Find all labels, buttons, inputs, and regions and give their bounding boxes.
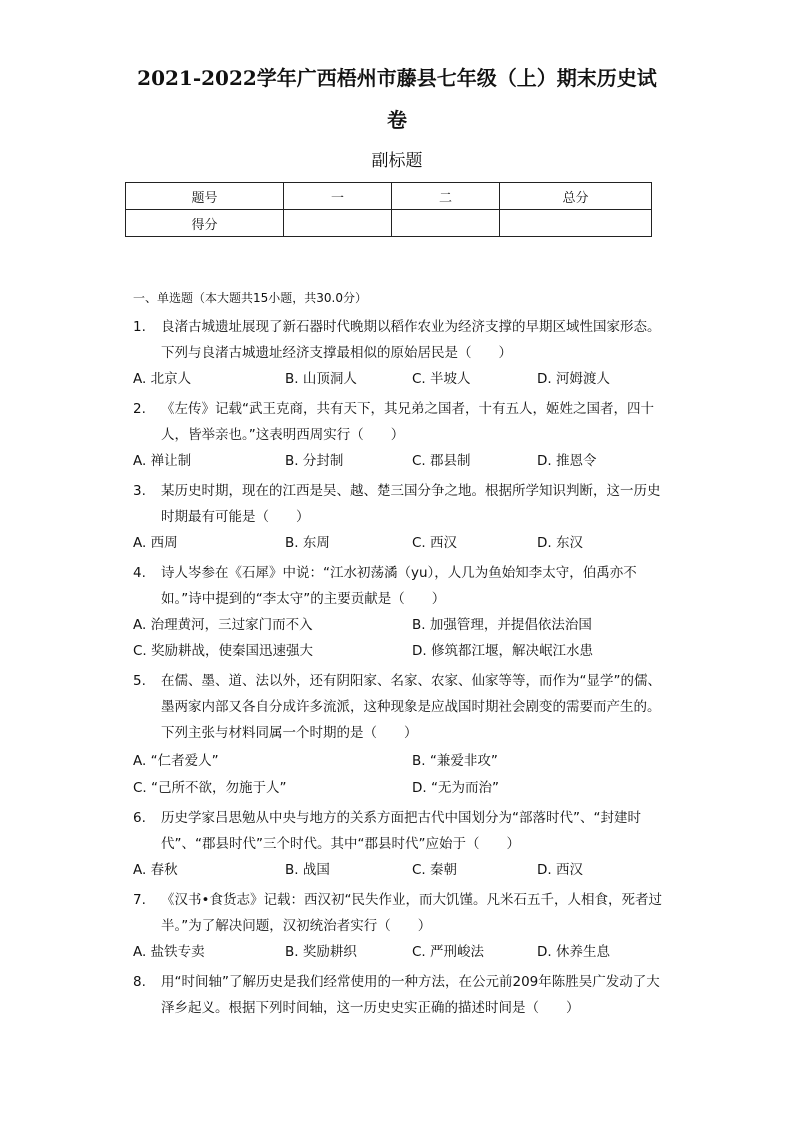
option: D. 推恩令 [537, 453, 597, 469]
question-stem: 《左传》记载“武王克商，共有天下，其兄弟之国者，十有五人，姬姓之国者，四十人，皆举亲也。”这表明西周实行（ ） [161, 401, 654, 443]
question-stem: 在儒、墨、道、法以外，还有阴阳家、名家、农家、仙家等等，而作为“显学”的儒、墨两家内部又各自分成许多流派，这种现象是应战国时期社会剧变的需要而产生的。下列主张与材料同属一个时期的是（ ） [161, 673, 661, 741]
option: C. 半坡人 [412, 371, 471, 387]
option: B. 山顶洞人 [285, 371, 357, 387]
question-options [133, 748, 673, 774]
question-options [133, 939, 673, 965]
doc-title-line-1: 2021-2022学年广西梧州市藤县七年级（上）期末历史试 [137, 66, 657, 90]
question-number: 1. [133, 319, 146, 335]
question-stem: 良渚古城遗址展现了新石器时代晚期以稻作农业为经济支撑的早期区域性国家形态。下列与良渚古城遗址经济支撑最相似的原始居民是（ ） [161, 319, 661, 361]
question-number: 8. [133, 974, 146, 990]
option: C. 秦朝 [412, 862, 458, 878]
option: C. “己所不欲，勿施于人” [133, 780, 287, 796]
question [133, 969, 673, 1021]
option: D. 西汉 [537, 862, 583, 878]
score-table [125, 182, 652, 237]
option: B. 东周 [285, 535, 330, 551]
option: D. 修筑都江堰，解决岷江水患 [412, 643, 593, 659]
question-stem: 诗人岑参在《石犀》中说：“江水初荡潏（yu），人几为鱼始知李太守，伯禹亦不如。”诗中提到的“李太守”的主要贡献是（ ） [161, 565, 637, 607]
option: C. 奖励耕战，使秦国迅速强大 [133, 643, 314, 659]
option: B. 奖励耕织 [285, 944, 357, 960]
question-options [133, 857, 673, 883]
option: A. 春秋 [133, 862, 178, 878]
question-options [133, 366, 673, 392]
question-number: 4. [133, 565, 146, 581]
option: A. 西周 [133, 535, 178, 551]
option: A. “仁者爱人” [133, 753, 219, 769]
score-header-cell: 题号 [126, 183, 284, 210]
question-options [133, 638, 673, 664]
score-header-cell: 二 [392, 183, 500, 210]
option: C. 郡县制 [412, 453, 471, 469]
question-options [133, 775, 673, 801]
score-cell [284, 210, 392, 237]
question [133, 668, 673, 746]
option: C. 西汉 [412, 535, 458, 551]
score-cell [500, 210, 652, 237]
section-heading: 一、单选题（本大题共15小题，共30.0分） [133, 291, 367, 305]
option: D. 休养生息 [537, 944, 610, 960]
question [133, 314, 673, 366]
question-stem: 用“时间轴”了解历史是我们经常使用的一种方法，在公元前209年陈胜吴广发动了大泽乡起义。根据下列时间轴，这一历史史实正确的描述时间是（ ） [161, 974, 660, 1016]
question-stem: 《汉书•食货志》记载：西汉初“民失作业，而大饥馑。凡米石五千，人相食，死者过半。”为了解决问题，汉初统治者实行（ ） [161, 892, 662, 934]
question [133, 805, 673, 857]
option: B. 战国 [285, 862, 330, 878]
score-table-header-row [126, 183, 652, 210]
question-number: 6. [133, 810, 146, 826]
score-header-cell: 总分 [500, 183, 652, 210]
question-number: 3. [133, 483, 146, 499]
option: D. 东汉 [537, 535, 583, 551]
option: A. 禅让制 [133, 453, 192, 469]
score-table-score-row [126, 210, 652, 237]
question-options [133, 530, 673, 556]
question-options [133, 448, 673, 474]
option: B. 分封制 [285, 453, 344, 469]
question-options [133, 612, 673, 638]
question-number: 5. [133, 673, 146, 689]
question [133, 396, 673, 448]
option: C. 严刑峻法 [412, 944, 485, 960]
option: D. 河姆渡人 [537, 371, 610, 387]
doc-subtitle: 副标题 [371, 151, 423, 171]
question [133, 560, 673, 612]
question-stem: 某历史时期，现在的江西是吴、越、楚三国分争之地。根据所学知识判断，这一历史时期最有可能是（ ） [161, 483, 661, 525]
question-number: 7. [133, 892, 146, 908]
score-header-cell: 一 [284, 183, 392, 210]
question [133, 478, 673, 530]
option: B. “兼爱非攻” [412, 753, 498, 769]
doc-title-line-2: 卷 [387, 108, 407, 132]
score-row-label: 得分 [126, 210, 284, 237]
score-cell [392, 210, 500, 237]
option: A. 盐铁专卖 [133, 944, 205, 960]
option: A. 治理黄河，三过家门而不入 [133, 617, 313, 633]
question-number: 2. [133, 401, 146, 417]
option: B. 加强管理，并提倡依法治国 [412, 617, 592, 633]
option: A. 北京人 [133, 371, 192, 387]
question-stem: 历史学家吕思勉从中央与地方的关系方面把古代中国划分为“部落时代”、“封建时代”、“郡县时代”三个时代。其中“郡县时代”应始于（ ） [161, 810, 641, 852]
question [133, 887, 673, 939]
option: D. “无为而治” [412, 780, 499, 796]
